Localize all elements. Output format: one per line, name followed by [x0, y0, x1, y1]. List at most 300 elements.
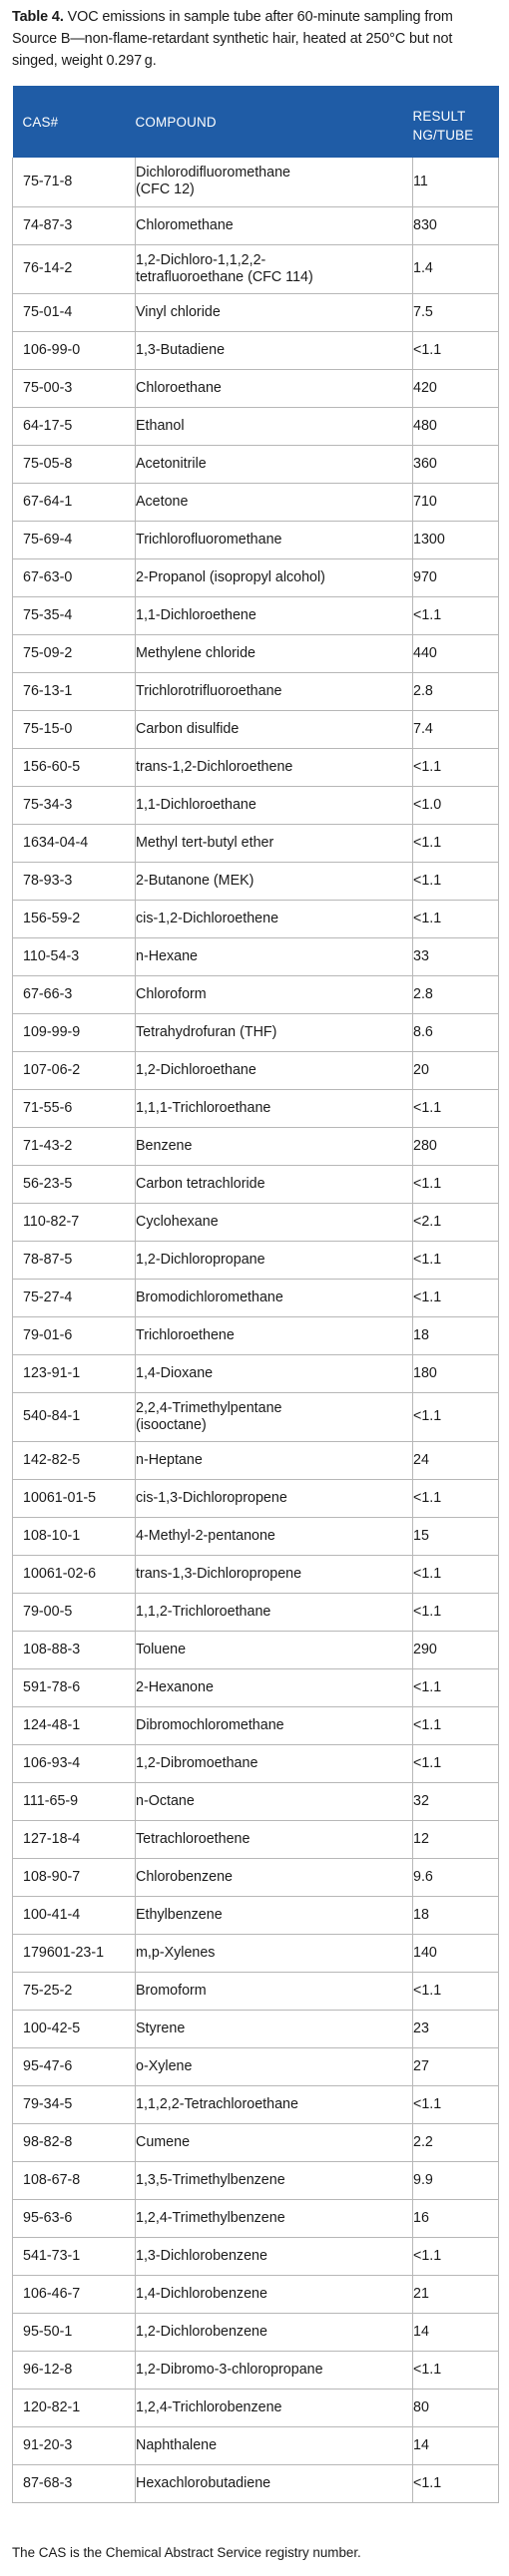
- cell-result: 20: [413, 1051, 499, 1089]
- table-row: [13, 1858, 499, 1896]
- compound-name: Trichlorotrifluoroethane: [136, 682, 282, 699]
- cell-cas: 67-63-0: [13, 558, 136, 596]
- table-row: [13, 2275, 499, 2313]
- compound-name: trans-1,3-Dichloropropene: [136, 1565, 302, 1582]
- compound-name: 1,2-Dichloro-1,1,2,2-: [136, 251, 266, 268]
- cell-cas: 75-00-3: [13, 369, 136, 407]
- cell-result: 18: [413, 1316, 499, 1354]
- cell-compound: [136, 1089, 413, 1127]
- cell-cas: 75-05-8: [13, 445, 136, 483]
- table-row: [13, 331, 499, 369]
- cell-cas: 71-43-2: [13, 1127, 136, 1165]
- compound-name: n-Heptane: [136, 1451, 203, 1468]
- compound-name: Chloromethane: [136, 216, 234, 233]
- cell-cas: 75-09-2: [13, 634, 136, 672]
- cell-result: <1.0: [413, 786, 499, 824]
- table-row: [13, 748, 499, 786]
- compound-name: 1,1-Dichloroethene: [136, 606, 256, 623]
- table-row: [13, 407, 499, 445]
- compound-name: Trichlorofluoromethane: [136, 531, 282, 548]
- table-row: [13, 2237, 499, 2275]
- compound-name: Styrene: [136, 2020, 186, 2036]
- cell-result: 23: [413, 2010, 499, 2047]
- cell-compound: [136, 558, 413, 596]
- cell-cas: 1634-04-4: [13, 824, 136, 862]
- cell-result: 280: [413, 1127, 499, 1165]
- cell-compound: [136, 1858, 413, 1896]
- cell-compound: [136, 2123, 413, 2161]
- table-row: [13, 2351, 499, 2389]
- cell-compound: [136, 1555, 413, 1593]
- cell-cas: 540-84-1: [13, 1392, 136, 1441]
- cell-result: <1.1: [413, 900, 499, 937]
- cell-result: <1.1: [413, 1555, 499, 1593]
- cell-compound: [136, 2199, 413, 2237]
- cell-compound: [136, 1279, 413, 1316]
- cell-compound: [136, 1744, 413, 1782]
- cell-compound: [136, 407, 413, 445]
- cell-compound: [136, 1051, 413, 1089]
- cell-compound: [136, 2237, 413, 2275]
- cell-compound: [136, 710, 413, 748]
- cell-cas: 108-88-3: [13, 1631, 136, 1668]
- cell-result: 1.4: [413, 244, 499, 293]
- cell-cas: 110-54-3: [13, 937, 136, 975]
- cell-compound: [136, 293, 413, 331]
- cell-result: 440: [413, 634, 499, 672]
- compound-name: m,p-Xylenes: [136, 1944, 216, 1961]
- cell-cas: 179601-23-1: [13, 1934, 136, 1972]
- cell-compound: [136, 2275, 413, 2313]
- cell-result: <1.1: [413, 1241, 499, 1279]
- table-row: [13, 1203, 499, 1241]
- table-row: [13, 1051, 499, 1089]
- compound-name: Chlorobenzene: [136, 1868, 233, 1885]
- cell-compound: [136, 2047, 413, 2085]
- table-row: [13, 634, 499, 672]
- cell-cas: 110-82-7: [13, 1203, 136, 1241]
- cell-cas: 111-65-9: [13, 1782, 136, 1820]
- cell-compound: [136, 1972, 413, 2010]
- table-row: [13, 2464, 499, 2502]
- cell-result: <1.1: [413, 331, 499, 369]
- table-row: [13, 1354, 499, 1392]
- table-row: [13, 786, 499, 824]
- table-row: [13, 1631, 499, 1668]
- cell-cas: 108-90-7: [13, 1858, 136, 1896]
- voc-emissions-table: [12, 86, 499, 2503]
- cell-compound: [136, 331, 413, 369]
- cell-result: 21: [413, 2275, 499, 2313]
- compound-name: Carbon disulfide: [136, 720, 240, 737]
- table-row: [13, 1127, 499, 1165]
- cell-compound: [136, 1668, 413, 1706]
- compound-name: 1,4-Dichlorobenzene: [136, 2285, 267, 2302]
- compound-name: 1,3-Butadiene: [136, 341, 226, 358]
- cell-compound: [136, 2085, 413, 2123]
- cell-compound: [136, 1316, 413, 1354]
- table-caption-text: VOC emissions in sample tube after 60-minute sampling from Source B—non-flame-retardant synthetic hair, heated at 250°C but not singed, weight 0.297 g.: [12, 9, 453, 69]
- cell-result: 27: [413, 2047, 499, 2085]
- compound-name: 1,1,2-Trichloroethane: [136, 1603, 271, 1620]
- cell-cas: 108-10-1: [13, 1517, 136, 1555]
- table-row: [13, 1934, 499, 1972]
- table-caption-label: Table 4.: [12, 9, 64, 25]
- table-row: [13, 1279, 499, 1316]
- compound-name: 1,2,4-Trimethylbenzene: [136, 2209, 285, 2226]
- cell-result: 15: [413, 1517, 499, 1555]
- cell-compound: [136, 445, 413, 483]
- cell-result: 180: [413, 1354, 499, 1392]
- table-row: [13, 369, 499, 407]
- cell-compound: [136, 2161, 413, 2199]
- cell-cas: 76-14-2: [13, 244, 136, 293]
- cell-cas: 87-68-3: [13, 2464, 136, 2502]
- cell-cas: 67-66-3: [13, 975, 136, 1013]
- cell-cas: 106-46-7: [13, 2275, 136, 2313]
- table-row: [13, 1972, 499, 2010]
- cell-cas: 75-35-4: [13, 596, 136, 634]
- compound-name-continued: (CFC 12): [136, 182, 195, 198]
- cell-cas: 591-78-6: [13, 1668, 136, 1706]
- compound-name: Acetonitrile: [136, 455, 207, 472]
- cell-cas: 107-06-2: [13, 1051, 136, 1089]
- cell-compound: [136, 1241, 413, 1279]
- table-row: [13, 293, 499, 331]
- cell-compound: [136, 862, 413, 900]
- cell-result: 970: [413, 558, 499, 596]
- cell-cas: 95-50-1: [13, 2313, 136, 2351]
- compound-name: Cyclohexane: [136, 1213, 219, 1230]
- cell-cas: 74-87-3: [13, 206, 136, 244]
- compound-name: n-Hexane: [136, 947, 198, 964]
- compound-name: Methyl tert-butyl ether: [136, 834, 274, 851]
- cell-result: 12: [413, 1820, 499, 1858]
- cell-result: 2.2: [413, 2123, 499, 2161]
- cell-compound: [136, 1782, 413, 1820]
- cell-result: <1.1: [413, 2351, 499, 2389]
- compound-name: Cumene: [136, 2133, 191, 2150]
- cell-compound: [136, 824, 413, 862]
- table-header: [13, 86, 499, 158]
- compound-name: 1,3-Dichlorobenzene: [136, 2247, 267, 2264]
- cell-compound: [136, 900, 413, 937]
- cell-compound: [136, 2010, 413, 2047]
- table-row: [13, 558, 499, 596]
- cell-result: <1.1: [413, 1479, 499, 1517]
- cell-cas: 78-93-3: [13, 862, 136, 900]
- table-row: [13, 2389, 499, 2426]
- compound-name: Toluene: [136, 1641, 187, 1657]
- compound-name: Carbon tetrachloride: [136, 1175, 265, 1192]
- table-row: [13, 244, 499, 293]
- cell-cas: 95-47-6: [13, 2047, 136, 2085]
- compound-name: Acetone: [136, 493, 189, 510]
- cell-compound: [136, 2313, 413, 2351]
- table-row: [13, 824, 499, 862]
- compound-name: Benzene: [136, 1137, 193, 1154]
- voc-table-container: [12, 86, 498, 2503]
- cell-result: 14: [413, 2313, 499, 2351]
- cell-result: <1.1: [413, 1972, 499, 2010]
- compound-name: 1,4-Dioxane: [136, 1364, 214, 1381]
- cell-result: 1300: [413, 521, 499, 558]
- table-row: [13, 206, 499, 244]
- cell-cas: 79-34-5: [13, 2085, 136, 2123]
- table-row: [13, 1165, 499, 1203]
- compound-name: Dibromochloromethane: [136, 1716, 284, 1733]
- cell-result: 32: [413, 1782, 499, 1820]
- table-row: [13, 2047, 499, 2085]
- cell-result: 710: [413, 483, 499, 521]
- cell-cas: 100-41-4: [13, 1896, 136, 1934]
- cell-compound: [136, 1165, 413, 1203]
- table-row: [13, 1820, 499, 1858]
- cell-cas: 75-25-2: [13, 1972, 136, 2010]
- cell-cas: 120-82-1: [13, 2389, 136, 2426]
- table-row: [13, 445, 499, 483]
- cell-result: <1.1: [413, 824, 499, 862]
- compound-name: Chloroethane: [136, 379, 222, 396]
- table-footnote: The CAS is the Chemical Abstract Service registry number.: [12, 2545, 361, 2560]
- table-row: [13, 937, 499, 975]
- cell-compound: [136, 1706, 413, 1744]
- cell-result: <1.1: [413, 1089, 499, 1127]
- table-caption: [12, 6, 501, 72]
- table-row: [13, 2426, 499, 2464]
- cell-cas: 109-99-9: [13, 1013, 136, 1051]
- compound-name: 1,2-Dichloroethane: [136, 1061, 256, 1078]
- table-row: [13, 1316, 499, 1354]
- compound-name: 2-Butanone (MEK): [136, 872, 254, 889]
- table-row: [13, 1013, 499, 1051]
- cell-cas: 106-99-0: [13, 331, 136, 369]
- compound-name: trans-1,2-Dichloroethene: [136, 758, 293, 775]
- cell-compound: [136, 2464, 413, 2502]
- cell-result: 140: [413, 1934, 499, 1972]
- cell-cas: 108-67-8: [13, 2161, 136, 2199]
- cell-result: 360: [413, 445, 499, 483]
- cell-compound: [136, 1013, 413, 1051]
- cell-compound: [136, 206, 413, 244]
- cell-compound: [136, 1820, 413, 1858]
- cell-compound: [136, 1593, 413, 1631]
- cell-compound: [136, 483, 413, 521]
- header-result: [413, 86, 499, 158]
- table-row: [13, 1706, 499, 1744]
- cell-result: <1.1: [413, 596, 499, 634]
- cell-compound: [136, 786, 413, 824]
- cell-result: <1.1: [413, 748, 499, 786]
- cell-cas: 56-23-5: [13, 1165, 136, 1203]
- cell-cas: 156-59-2: [13, 900, 136, 937]
- table-row: [13, 2313, 499, 2351]
- cell-cas: 127-18-4: [13, 1820, 136, 1858]
- header-result-line2: NG/TUBE: [412, 128, 474, 143]
- cell-compound: [136, 1479, 413, 1517]
- cell-compound: [136, 244, 413, 293]
- table-row: [13, 483, 499, 521]
- cell-result: <1.1: [413, 1165, 499, 1203]
- table-row: [13, 1517, 499, 1555]
- table-row: [13, 1744, 499, 1782]
- cell-compound: [136, 1203, 413, 1241]
- compound-name: Ethylbenzene: [136, 1906, 223, 1923]
- cell-result: 480: [413, 407, 499, 445]
- cell-cas: 79-00-5: [13, 1593, 136, 1631]
- cell-compound: [136, 1517, 413, 1555]
- compound-name: Methylene chloride: [136, 644, 256, 661]
- cell-result: 2.8: [413, 672, 499, 710]
- compound-name: 1,1,2,2-Tetrachloroethane: [136, 2095, 298, 2112]
- cell-result: <1.1: [413, 1668, 499, 1706]
- cell-result: 290: [413, 1631, 499, 1668]
- compound-name: 1,1-Dichloroethane: [136, 796, 256, 813]
- cell-cas: 96-12-8: [13, 2351, 136, 2389]
- cell-result: 16: [413, 2199, 499, 2237]
- cell-cas: 75-15-0: [13, 710, 136, 748]
- table-row: [13, 1896, 499, 1934]
- cell-cas: 95-63-6: [13, 2199, 136, 2237]
- cell-cas: 78-87-5: [13, 1241, 136, 1279]
- compound-name: cis-1,3-Dichloropropene: [136, 1489, 287, 1506]
- cell-result: <1.1: [413, 1593, 499, 1631]
- cell-compound: [136, 1392, 413, 1441]
- cell-cas: 67-64-1: [13, 483, 136, 521]
- cell-result: 2.8: [413, 975, 499, 1013]
- cell-cas: 75-71-8: [13, 158, 136, 206]
- table-row: [13, 1441, 499, 1479]
- cell-cas: 71-55-6: [13, 1089, 136, 1127]
- cell-result: <1.1: [413, 862, 499, 900]
- cell-result: 11: [413, 158, 499, 206]
- table-row: [13, 1782, 499, 1820]
- cell-result: <1.1: [413, 1706, 499, 1744]
- table-row: [13, 672, 499, 710]
- table-row: [13, 862, 499, 900]
- compound-name: 1,1,1-Trichloroethane: [136, 1099, 271, 1116]
- cell-cas: 75-01-4: [13, 293, 136, 331]
- cell-result: 24: [413, 1441, 499, 1479]
- table-row: [13, 1241, 499, 1279]
- compound-name: Bromodichloromethane: [136, 1288, 283, 1305]
- compound-name: Vinyl chloride: [136, 303, 221, 320]
- compound-name: Naphthalene: [136, 2436, 218, 2453]
- compound-name: 1,2-Dichlorobenzene: [136, 2323, 267, 2340]
- cell-result: 9.6: [413, 1858, 499, 1896]
- compound-name: 4-Methyl-2-pentanone: [136, 1527, 275, 1544]
- table-row: [13, 710, 499, 748]
- compound-name: Trichloroethene: [136, 1326, 235, 1343]
- cell-compound: [136, 1441, 413, 1479]
- compound-name: 1,2-Dibromoethane: [136, 1754, 258, 1771]
- cell-cas: 156-60-5: [13, 748, 136, 786]
- cell-cas: 106-93-4: [13, 1744, 136, 1782]
- table-row: [13, 900, 499, 937]
- table-row: [13, 596, 499, 634]
- table-row: [13, 975, 499, 1013]
- cell-cas: 76-13-1: [13, 672, 136, 710]
- table-row: [13, 1593, 499, 1631]
- table-row: [13, 158, 499, 206]
- compound-name: n-Octane: [136, 1792, 195, 1809]
- cell-compound: [136, 634, 413, 672]
- cell-compound: [136, 1354, 413, 1392]
- compound-name: 1,2-Dibromo-3-chloropropane: [136, 2361, 323, 2378]
- compound-name: Chloroform: [136, 985, 207, 1002]
- cell-compound: [136, 2426, 413, 2464]
- cell-result: 8.6: [413, 1013, 499, 1051]
- cell-cas: 91-20-3: [13, 2426, 136, 2464]
- table-row: [13, 2161, 499, 2199]
- table-body: [13, 158, 499, 2502]
- table-row: [13, 1392, 499, 1441]
- cell-cas: 64-17-5: [13, 407, 136, 445]
- cell-result: 14: [413, 2426, 499, 2464]
- cell-cas: 124-48-1: [13, 1706, 136, 1744]
- cell-cas: 98-82-8: [13, 2123, 136, 2161]
- compound-name: Ethanol: [136, 417, 185, 434]
- table-row: [13, 1555, 499, 1593]
- cell-result: <2.1: [413, 1203, 499, 1241]
- compound-name: Bromoform: [136, 1982, 207, 1999]
- compound-name: Tetrachloroethene: [136, 1830, 251, 1847]
- table-row: [13, 1089, 499, 1127]
- cell-cas: 541-73-1: [13, 2237, 136, 2275]
- cell-cas: 75-69-4: [13, 521, 136, 558]
- compound-name: 2-Propanol (isopropyl alcohol): [136, 568, 325, 585]
- compound-name: 2,2,4-Trimethylpentane: [136, 1399, 282, 1416]
- header-compound: COMPOUND: [135, 114, 217, 130]
- cell-compound: [136, 748, 413, 786]
- cell-result: 33: [413, 937, 499, 975]
- cell-cas: 75-34-3: [13, 786, 136, 824]
- cell-result: 830: [413, 206, 499, 244]
- cell-result: 7.4: [413, 710, 499, 748]
- compound-name: cis-1,2-Dichloroethene: [136, 910, 279, 926]
- table-row: [13, 2199, 499, 2237]
- header-result-line1: RESULT: [412, 109, 466, 124]
- compound-name: 1,2,4-Trichlorobenzene: [136, 2398, 282, 2415]
- compound-name: o-Xylene: [136, 2057, 193, 2074]
- cell-compound: [136, 2389, 413, 2426]
- cell-cas: 123-91-1: [13, 1354, 136, 1392]
- cell-result: 420: [413, 369, 499, 407]
- table-row: [13, 2010, 499, 2047]
- cell-cas: 10061-02-6: [13, 1555, 136, 1593]
- cell-cas: 100-42-5: [13, 2010, 136, 2047]
- compound-name: 2-Hexanone: [136, 1678, 214, 1695]
- cell-compound: [136, 1896, 413, 1934]
- cell-compound: [136, 521, 413, 558]
- cell-compound: [136, 1934, 413, 1972]
- cell-compound: [136, 369, 413, 407]
- compound-name: 1,2-Dichloropropane: [136, 1251, 265, 1268]
- cell-result: <1.1: [413, 2237, 499, 2275]
- cell-result: <1.1: [413, 1279, 499, 1316]
- cell-result: 80: [413, 2389, 499, 2426]
- table-row: [13, 1479, 499, 1517]
- table-row: [13, 2123, 499, 2161]
- cell-cas: 79-01-6: [13, 1316, 136, 1354]
- table-row: [13, 2085, 499, 2123]
- compound-name: Tetrahydrofuran (THF): [136, 1023, 277, 1040]
- compound-name-continued: tetrafluoroethane (CFC 114): [136, 268, 313, 285]
- table-row: [13, 1668, 499, 1706]
- cell-compound: [136, 672, 413, 710]
- compound-name: 1,3,5-Trimethylbenzene: [136, 2171, 285, 2188]
- compound-name: Dichlorodifluoromethane: [136, 165, 290, 182]
